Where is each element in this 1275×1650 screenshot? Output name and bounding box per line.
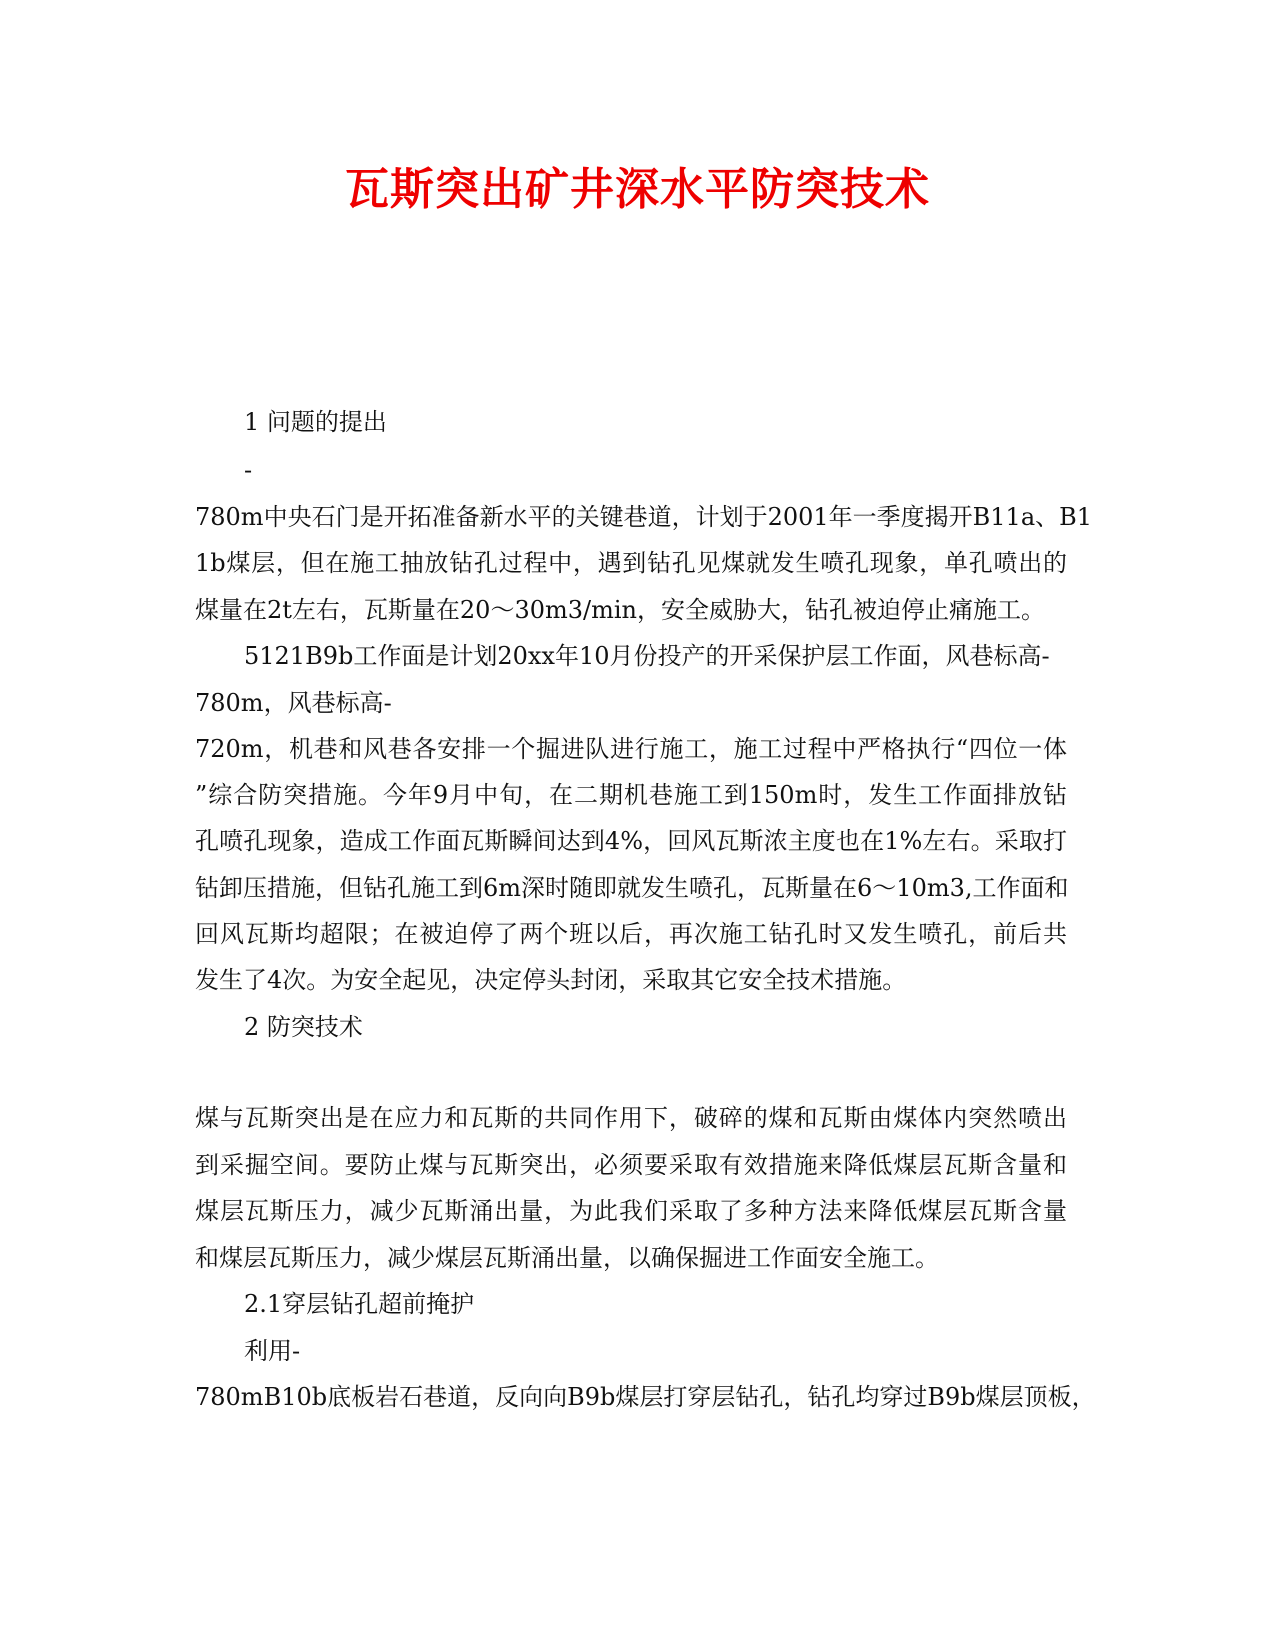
text-line: 780mB10b底板岩石巷道，反向向B9b煤层打穿层钻孔，钻孔均穿过B9b煤层顶板，	[195, 1383, 1096, 1411]
text-line: 钻卸压措施，但钻孔施工到6m深时随即就发生喷孔，瓦斯量在6～10m3,工作面和	[195, 874, 1069, 902]
text-line: 孔喷孔现象，造成工作面瓦斯瞬间达到4%，回风瓦斯浓主度也在1%左右。采取打	[195, 827, 1067, 855]
text-line: 发生了4次。为安全起见，决定停头封闭，采取其它安全技术措施。	[195, 966, 907, 994]
text-line: 5121B9b工作面是计划20xx年10月份投产的开采保护层工作面，风巷标高-	[244, 642, 1050, 670]
text-line: 煤与瓦斯突出是在应力和瓦斯的共同作用下，破碎的煤和瓦斯由煤体内突然喷出	[195, 1104, 1067, 1132]
text-line: 煤层瓦斯压力，减少瓦斯涌出量，为此我们采取了多种方法来降低煤层瓦斯含量	[195, 1197, 1067, 1225]
text-line: 和煤层瓦斯压力，减少煤层瓦斯涌出量，以确保掘进工作面安全施工。	[195, 1244, 939, 1272]
heading-section-2: 2 防突技术	[244, 1013, 363, 1041]
document-title: 瓦斯突出矿井深水平防突技术	[345, 164, 930, 215]
text-line: ”综合防突措施。今年9月中旬，在二期机巷施工到150m时，发生工作面排放钻	[195, 781, 1067, 809]
text-line: 到采掘空间。要防止煤与瓦斯突出，必须要采取有效措施来降低煤层瓦斯含量和	[195, 1151, 1067, 1179]
text-line: 利用-	[244, 1337, 301, 1365]
text-line: 煤量在2t左右，瓦斯量在20～30m3/min，安全威胁大，钻孔被迫停止痛施工。	[195, 596, 1045, 624]
heading-section-1: 1 问题的提出	[244, 408, 387, 436]
text-line: 720m，机巷和风巷各安排一个掘进队进行施工，施工过程中严格执行“四位一体	[195, 735, 1067, 763]
text-line: 回风瓦斯均超限；在被迫停了两个班以后，再次施工钻孔时又发生喷孔，前后共	[195, 920, 1067, 948]
text-line: 1b煤层，但在施工抽放钻孔过程中，遇到钻孔见煤就发生喷孔现象，单孔喷出的	[195, 549, 1067, 577]
text-line: 780m，风巷标高-	[195, 689, 392, 717]
heading-section-2-1: 2.1穿层钻孔超前掩护	[244, 1290, 475, 1318]
text-line: 780m中央石门是开拓准备新水平的关键巷道，计划于2001年一季度揭开B11a、B1	[195, 503, 1093, 531]
text-line: -	[244, 456, 253, 484]
